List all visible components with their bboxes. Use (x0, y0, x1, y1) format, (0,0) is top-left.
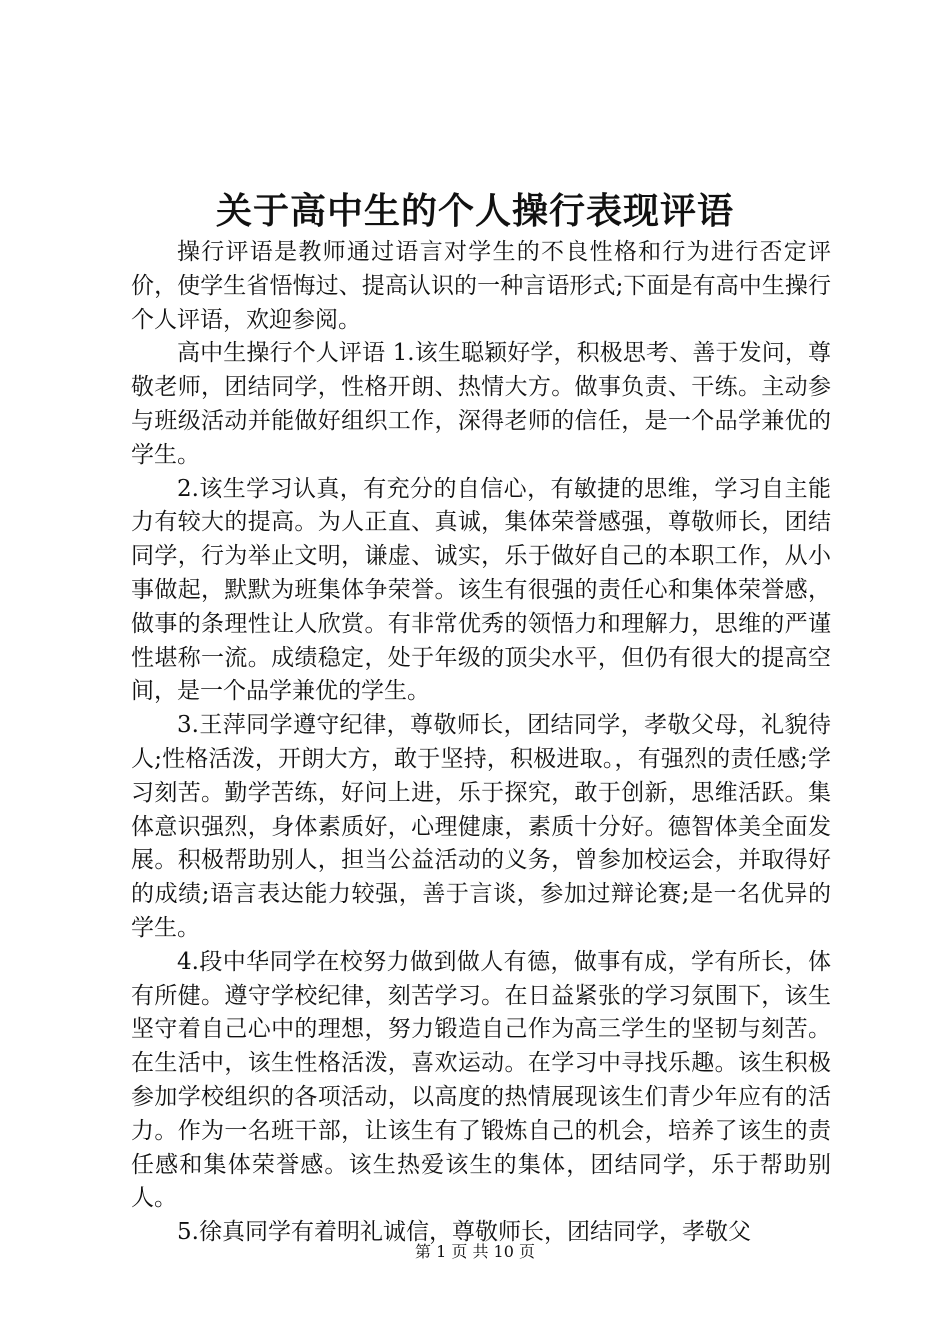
document-title: 关于高中生的个人操行表现评语 (215, 190, 734, 232)
paragraph-comment-2: 2.该生学习认真，有充分的自信心，有敏捷的思维，学习自主能力有较大的提高。为人正直、真诚，集体荣誉感强，尊敬师长，团结同学，行为举止文明，谦虚、诚实，乐于做好自己的本职工作，从小事做起，默默为班集体争荣誉。该生有很强的责任心和集体荣誉感，做事的条理性让人欣赏。有非常优秀的领悟力和理解力，思维的严谨性堪称一流。成绩稳定，处于年级的顶尖水平，但仍有很大的提高空间，是一个品学兼优的学生。 (131, 475, 831, 705)
paragraph-comment-4: 4.段中华同学在校努力做到做人有德，做事有成，学有所长，体有所健。遵守学校纪律，刻苦学习。在日益紧张的学习氛围下，该生坚守着自己心中的理想，努力锻造自己作为高三学生的坚韧与刻苦。在生活中，该生性格活泼，喜欢运动。在学习中寻找乐趣。该生积极参加学校组织的各项活动，以高度的热情展现该生们青少年应有的活力。作为一名班干部，让该生有了锻炼自己的机会，培养了该生的责任感和集体荣誉感。该生热爱该生的集体，团结同学，乐于帮助别人。 (131, 948, 831, 1212)
paragraph-comment-3: 3.王萍同学遵守纪律，尊敬师长，团结同学，孝敬父母，礼貌待人;性格活泼，开朗大方，敢于坚持，积极进取。，有强烈的责任感;学习刻苦。勤学苦练，好问上进，乐于探究，敢于创新，思维活跃。集体意识强烈，身体素质好，心理健康，素质十分好。德智体美全面发展。积极帮助别人，担当公益活动的义务，曾参加校运会，并取得好的成绩;语言表达能力较强，善于言谈，参加过辩论赛;是一名优异的学生。 (131, 712, 831, 941)
page-number-footer: 第 1 页 共 10 页 (415, 1242, 535, 1261)
paragraph-comment-5: 5.徐真同学有着明礼诚信，尊敬师长，团结同学，孝敬父 (177, 1219, 751, 1246)
paragraph-comment-1: 高中生操行个人评语 1.该生聪颖好学，积极思考、善于发问，尊敬老师，团结同学，性格开朗、热情大方。做事负责、干练。主动参与班级活动并能做好组织工作，深得老师的信任，是一个品学兼优的学生。 (131, 340, 831, 468)
document-body (131, 236, 831, 1250)
paragraph-intro: 操行评语是教师通过语言对学生的不良性格和行为进行否定评价，使学生省悟悔过、提高认识的一种言语形式;下面是有高中生操行个人评语，欢迎参阅。 (131, 239, 831, 333)
